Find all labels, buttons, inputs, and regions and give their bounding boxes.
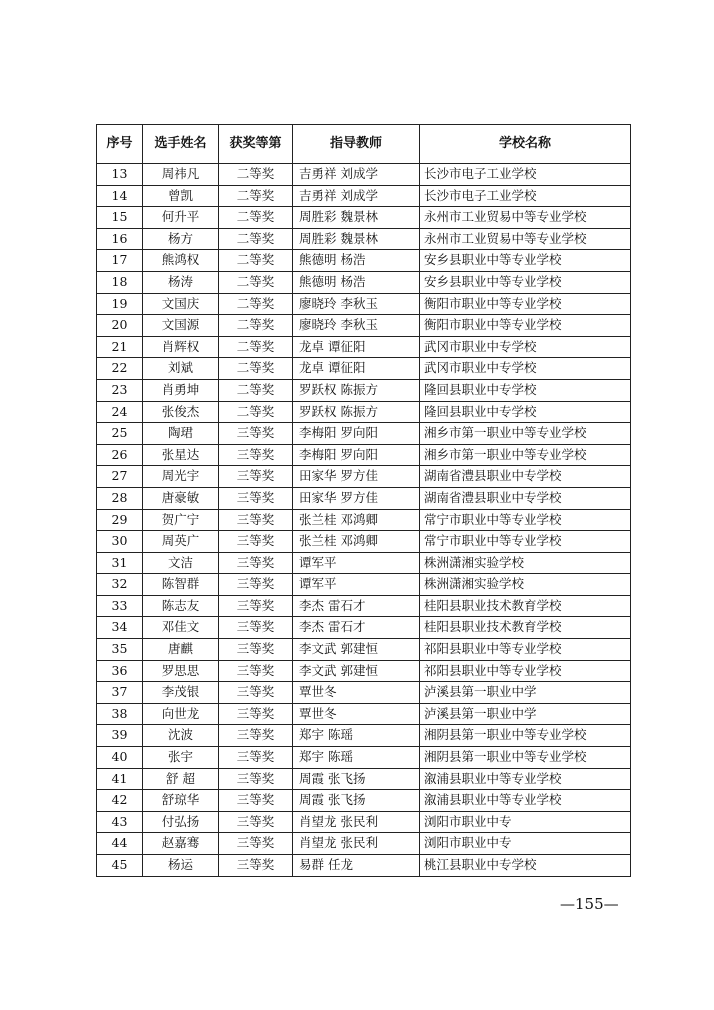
cell-school-name: 祁阳县职业中等专业学校 (420, 639, 631, 661)
cell-instructor: 田家华 罗方佳 (293, 466, 420, 488)
cell-school-name: 湖南省澧县职业中专学校 (420, 466, 631, 488)
cell-instructor: 龙卓 谭征阳 (293, 358, 420, 380)
cell-school-name: 永州市工业贸易中等专业学校 (420, 207, 631, 229)
cell-instructor: 罗跃权 陈振方 (293, 401, 420, 423)
cell-contestant-name: 刘斌 (143, 358, 219, 380)
cell-school-name: 桂阳县职业技术教育学校 (420, 617, 631, 639)
table-row (97, 358, 631, 380)
cell-school-name: 湘阴县第一职业中等专业学校 (420, 747, 631, 769)
cell-number: 23 (97, 379, 143, 401)
cell-number: 22 (97, 358, 143, 380)
cell-contestant-name: 熊鸿权 (143, 250, 219, 272)
awards-table (96, 124, 631, 877)
cell-contestant-name: 陶珺 (143, 423, 219, 445)
cell-award-level: 三等奖 (219, 423, 293, 445)
cell-school-name: 隆回县职业中专学校 (420, 379, 631, 401)
cell-school-name: 浏阳市职业中专 (420, 833, 631, 855)
cell-number: 36 (97, 660, 143, 682)
cell-contestant-name: 文国源 (143, 315, 219, 337)
cell-school-name: 常宁市职业中等专业学校 (420, 509, 631, 531)
table-row (97, 315, 631, 337)
cell-instructor: 李文武 郭建恒 (293, 639, 420, 661)
cell-award-level: 三等奖 (219, 531, 293, 553)
cell-number: 30 (97, 531, 143, 553)
cell-instructor: 张兰桂 邓鸿卿 (293, 509, 420, 531)
cell-school-name: 湖南省澧县职业中专学校 (420, 487, 631, 509)
cell-contestant-name: 向世龙 (143, 703, 219, 725)
cell-number: 37 (97, 682, 143, 704)
cell-school-name: 株洲潇湘实验学校 (420, 552, 631, 574)
table-row (97, 768, 631, 790)
cell-instructor: 周霞 张飞扬 (293, 790, 420, 812)
cell-contestant-name: 张宇 (143, 747, 219, 769)
cell-contestant-name: 陈智群 (143, 574, 219, 596)
cell-number: 40 (97, 747, 143, 769)
cell-instructor: 易群 任龙 (293, 855, 420, 877)
cell-contestant-name: 陈志友 (143, 595, 219, 617)
cell-award-level: 三等奖 (219, 703, 293, 725)
cell-award-level: 三等奖 (219, 595, 293, 617)
cell-instructor: 李杰 雷石才 (293, 617, 420, 639)
table-row (97, 466, 631, 488)
cell-instructor: 熊德明 杨浩 (293, 250, 420, 272)
table-row (97, 790, 631, 812)
cell-award-level: 三等奖 (219, 682, 293, 704)
cell-school-name: 武冈市职业中专学校 (420, 336, 631, 358)
cell-contestant-name: 何升平 (143, 207, 219, 229)
table-row (97, 660, 631, 682)
cell-number: 21 (97, 336, 143, 358)
cell-award-level: 三等奖 (219, 617, 293, 639)
cell-contestant-name: 唐麒 (143, 639, 219, 661)
cell-award-level: 三等奖 (219, 833, 293, 855)
cell-number: 38 (97, 703, 143, 725)
header-contestant-name: 选手姓名 (143, 125, 219, 164)
table-row (97, 228, 631, 250)
cell-award-level: 二等奖 (219, 207, 293, 229)
table-row (97, 379, 631, 401)
cell-contestant-name: 肖辉权 (143, 336, 219, 358)
table-row (97, 811, 631, 833)
cell-school-name: 泸溪县第一职业中学 (420, 682, 631, 704)
cell-contestant-name: 付弘扬 (143, 811, 219, 833)
table-row (97, 595, 631, 617)
cell-award-level: 三等奖 (219, 444, 293, 466)
cell-award-level: 三等奖 (219, 747, 293, 769)
cell-school-name: 湘乡市第一职业中等专业学校 (420, 423, 631, 445)
cell-award-level: 二等奖 (219, 250, 293, 272)
cell-school-name: 泸溪县第一职业中学 (420, 703, 631, 725)
table-row (97, 423, 631, 445)
cell-instructor: 周胜彩 魏景林 (293, 207, 420, 229)
cell-award-level: 三等奖 (219, 639, 293, 661)
cell-award-level: 三等奖 (219, 574, 293, 596)
cell-instructor: 李梅阳 罗向阳 (293, 444, 420, 466)
table-row (97, 552, 631, 574)
cell-award-level: 二等奖 (219, 164, 293, 186)
cell-contestant-name: 唐豪敏 (143, 487, 219, 509)
cell-instructor: 肖望龙 张民利 (293, 833, 420, 855)
table-row (97, 185, 631, 207)
cell-school-name: 安乡县职业中等专业学校 (420, 250, 631, 272)
cell-instructor: 覃世冬 (293, 703, 420, 725)
cell-number: 35 (97, 639, 143, 661)
cell-number: 24 (97, 401, 143, 423)
cell-award-level: 三等奖 (219, 552, 293, 574)
cell-instructor: 谭军平 (293, 574, 420, 596)
cell-contestant-name: 罗思思 (143, 660, 219, 682)
cell-school-name: 溆浦县职业中等专业学校 (420, 790, 631, 812)
cell-contestant-name: 张星达 (143, 444, 219, 466)
table-header (97, 125, 631, 164)
cell-number: 14 (97, 185, 143, 207)
cell-instructor: 郑宇 陈瑶 (293, 747, 420, 769)
cell-instructor: 廖晓玲 李秋玉 (293, 315, 420, 337)
cell-award-level: 三等奖 (219, 725, 293, 747)
cell-number: 41 (97, 768, 143, 790)
cell-award-level: 二等奖 (219, 271, 293, 293)
cell-instructor: 吉勇祥 刘成学 (293, 164, 420, 186)
cell-instructor: 周胜彩 魏景林 (293, 228, 420, 250)
cell-school-name: 湘阴县第一职业中等专业学校 (420, 725, 631, 747)
cell-instructor: 覃世冬 (293, 682, 420, 704)
cell-award-level: 三等奖 (219, 660, 293, 682)
table-row (97, 164, 631, 186)
cell-number: 43 (97, 811, 143, 833)
cell-contestant-name: 张俊杰 (143, 401, 219, 423)
cell-instructor: 肖望龙 张民利 (293, 811, 420, 833)
table-row (97, 855, 631, 877)
header-instructor: 指导教师 (293, 125, 420, 164)
cell-award-level: 二等奖 (219, 293, 293, 315)
cell-contestant-name: 杨方 (143, 228, 219, 250)
cell-school-name: 衡阳市职业中等专业学校 (420, 293, 631, 315)
table-row (97, 703, 631, 725)
cell-instructor: 李文武 郭建恒 (293, 660, 420, 682)
cell-school-name: 长沙市电子工业学校 (420, 164, 631, 186)
cell-school-name: 桃江县职业中专学校 (420, 855, 631, 877)
cell-number: 16 (97, 228, 143, 250)
table-row (97, 271, 631, 293)
cell-number: 42 (97, 790, 143, 812)
table-row (97, 574, 631, 596)
cell-number: 28 (97, 487, 143, 509)
cell-school-name: 湘乡市第一职业中等专业学校 (420, 444, 631, 466)
cell-instructor: 张兰桂 邓鸿卿 (293, 531, 420, 553)
cell-number: 39 (97, 725, 143, 747)
cell-school-name: 浏阳市职业中专 (420, 811, 631, 833)
cell-contestant-name: 沈波 (143, 725, 219, 747)
cell-award-level: 二等奖 (219, 401, 293, 423)
table-row (97, 639, 631, 661)
table-row (97, 725, 631, 747)
cell-number: 44 (97, 833, 143, 855)
cell-number: 27 (97, 466, 143, 488)
cell-contestant-name: 周英广 (143, 531, 219, 553)
cell-award-level: 三等奖 (219, 811, 293, 833)
cell-school-name: 溆浦县职业中等专业学校 (420, 768, 631, 790)
cell-instructor: 周霞 张飞扬 (293, 768, 420, 790)
cell-instructor: 熊德明 杨浩 (293, 271, 420, 293)
page-number: —155— (560, 895, 619, 913)
cell-instructor: 李杰 雷石才 (293, 595, 420, 617)
cell-number: 13 (97, 164, 143, 186)
cell-instructor: 田家华 罗方佳 (293, 487, 420, 509)
cell-contestant-name: 李茂银 (143, 682, 219, 704)
cell-number: 26 (97, 444, 143, 466)
cell-school-name: 安乡县职业中等专业学校 (420, 271, 631, 293)
cell-number: 19 (97, 293, 143, 315)
cell-number: 17 (97, 250, 143, 272)
cell-award-level: 三等奖 (219, 790, 293, 812)
table-row (97, 487, 631, 509)
cell-number: 29 (97, 509, 143, 531)
cell-contestant-name: 舒 超 (143, 768, 219, 790)
cell-contestant-name: 赵嘉骞 (143, 833, 219, 855)
cell-award-level: 二等奖 (219, 228, 293, 250)
cell-instructor: 龙卓 谭征阳 (293, 336, 420, 358)
table-row (97, 509, 631, 531)
cell-instructor: 吉勇祥 刘成学 (293, 185, 420, 207)
cell-award-level: 二等奖 (219, 315, 293, 337)
table-row (97, 207, 631, 229)
cell-number: 32 (97, 574, 143, 596)
cell-school-name: 常宁市职业中等专业学校 (420, 531, 631, 553)
cell-contestant-name: 周祎凡 (143, 164, 219, 186)
cell-number: 18 (97, 271, 143, 293)
cell-contestant-name: 曾凯 (143, 185, 219, 207)
cell-instructor: 罗跃权 陈振方 (293, 379, 420, 401)
cell-award-level: 三等奖 (219, 509, 293, 531)
cell-contestant-name: 周光宇 (143, 466, 219, 488)
table-row (97, 531, 631, 553)
cell-award-level: 二等奖 (219, 185, 293, 207)
cell-contestant-name: 贺广宁 (143, 509, 219, 531)
cell-award-level: 三等奖 (219, 466, 293, 488)
cell-award-level: 三等奖 (219, 487, 293, 509)
cell-instructor: 李梅阳 罗向阳 (293, 423, 420, 445)
cell-number: 34 (97, 617, 143, 639)
cell-school-name: 武冈市职业中专学校 (420, 358, 631, 380)
table-row (97, 444, 631, 466)
cell-number: 20 (97, 315, 143, 337)
header-award-level: 获奖等第 (219, 125, 293, 164)
cell-contestant-name: 杨运 (143, 855, 219, 877)
cell-school-name: 桂阳县职业技术教育学校 (420, 595, 631, 617)
cell-number: 31 (97, 552, 143, 574)
table-row (97, 682, 631, 704)
header-row (97, 125, 631, 164)
cell-school-name: 衡阳市职业中等专业学校 (420, 315, 631, 337)
table-row (97, 617, 631, 639)
header-school-name: 学校名称 (420, 125, 631, 164)
table-row (97, 747, 631, 769)
table-row (97, 293, 631, 315)
cell-award-level: 三等奖 (219, 768, 293, 790)
cell-number: 45 (97, 855, 143, 877)
cell-school-name: 隆回县职业中专学校 (420, 401, 631, 423)
table-row (97, 833, 631, 855)
cell-number: 33 (97, 595, 143, 617)
cell-school-name: 祁阳县职业中等专业学校 (420, 660, 631, 682)
cell-number: 25 (97, 423, 143, 445)
cell-instructor: 郑宇 陈瑶 (293, 725, 420, 747)
table-row (97, 401, 631, 423)
table-row (97, 336, 631, 358)
cell-contestant-name: 文洁 (143, 552, 219, 574)
table-row (97, 250, 631, 272)
header-number: 序号 (97, 125, 143, 164)
cell-award-level: 二等奖 (219, 336, 293, 358)
cell-contestant-name: 肖勇坤 (143, 379, 219, 401)
cell-contestant-name: 文国庆 (143, 293, 219, 315)
cell-instructor: 谭军平 (293, 552, 420, 574)
cell-school-name: 株洲潇湘实验学校 (420, 574, 631, 596)
cell-instructor: 廖晓玲 李秋玉 (293, 293, 420, 315)
cell-contestant-name: 邓佳文 (143, 617, 219, 639)
table-body (97, 164, 631, 877)
cell-number: 15 (97, 207, 143, 229)
cell-award-level: 二等奖 (219, 358, 293, 380)
cell-contestant-name: 杨涛 (143, 271, 219, 293)
cell-school-name: 长沙市电子工业学校 (420, 185, 631, 207)
cell-contestant-name: 舒琼华 (143, 790, 219, 812)
cell-award-level: 三等奖 (219, 855, 293, 877)
cell-award-level: 二等奖 (219, 379, 293, 401)
cell-school-name: 永州市工业贸易中等专业学校 (420, 228, 631, 250)
